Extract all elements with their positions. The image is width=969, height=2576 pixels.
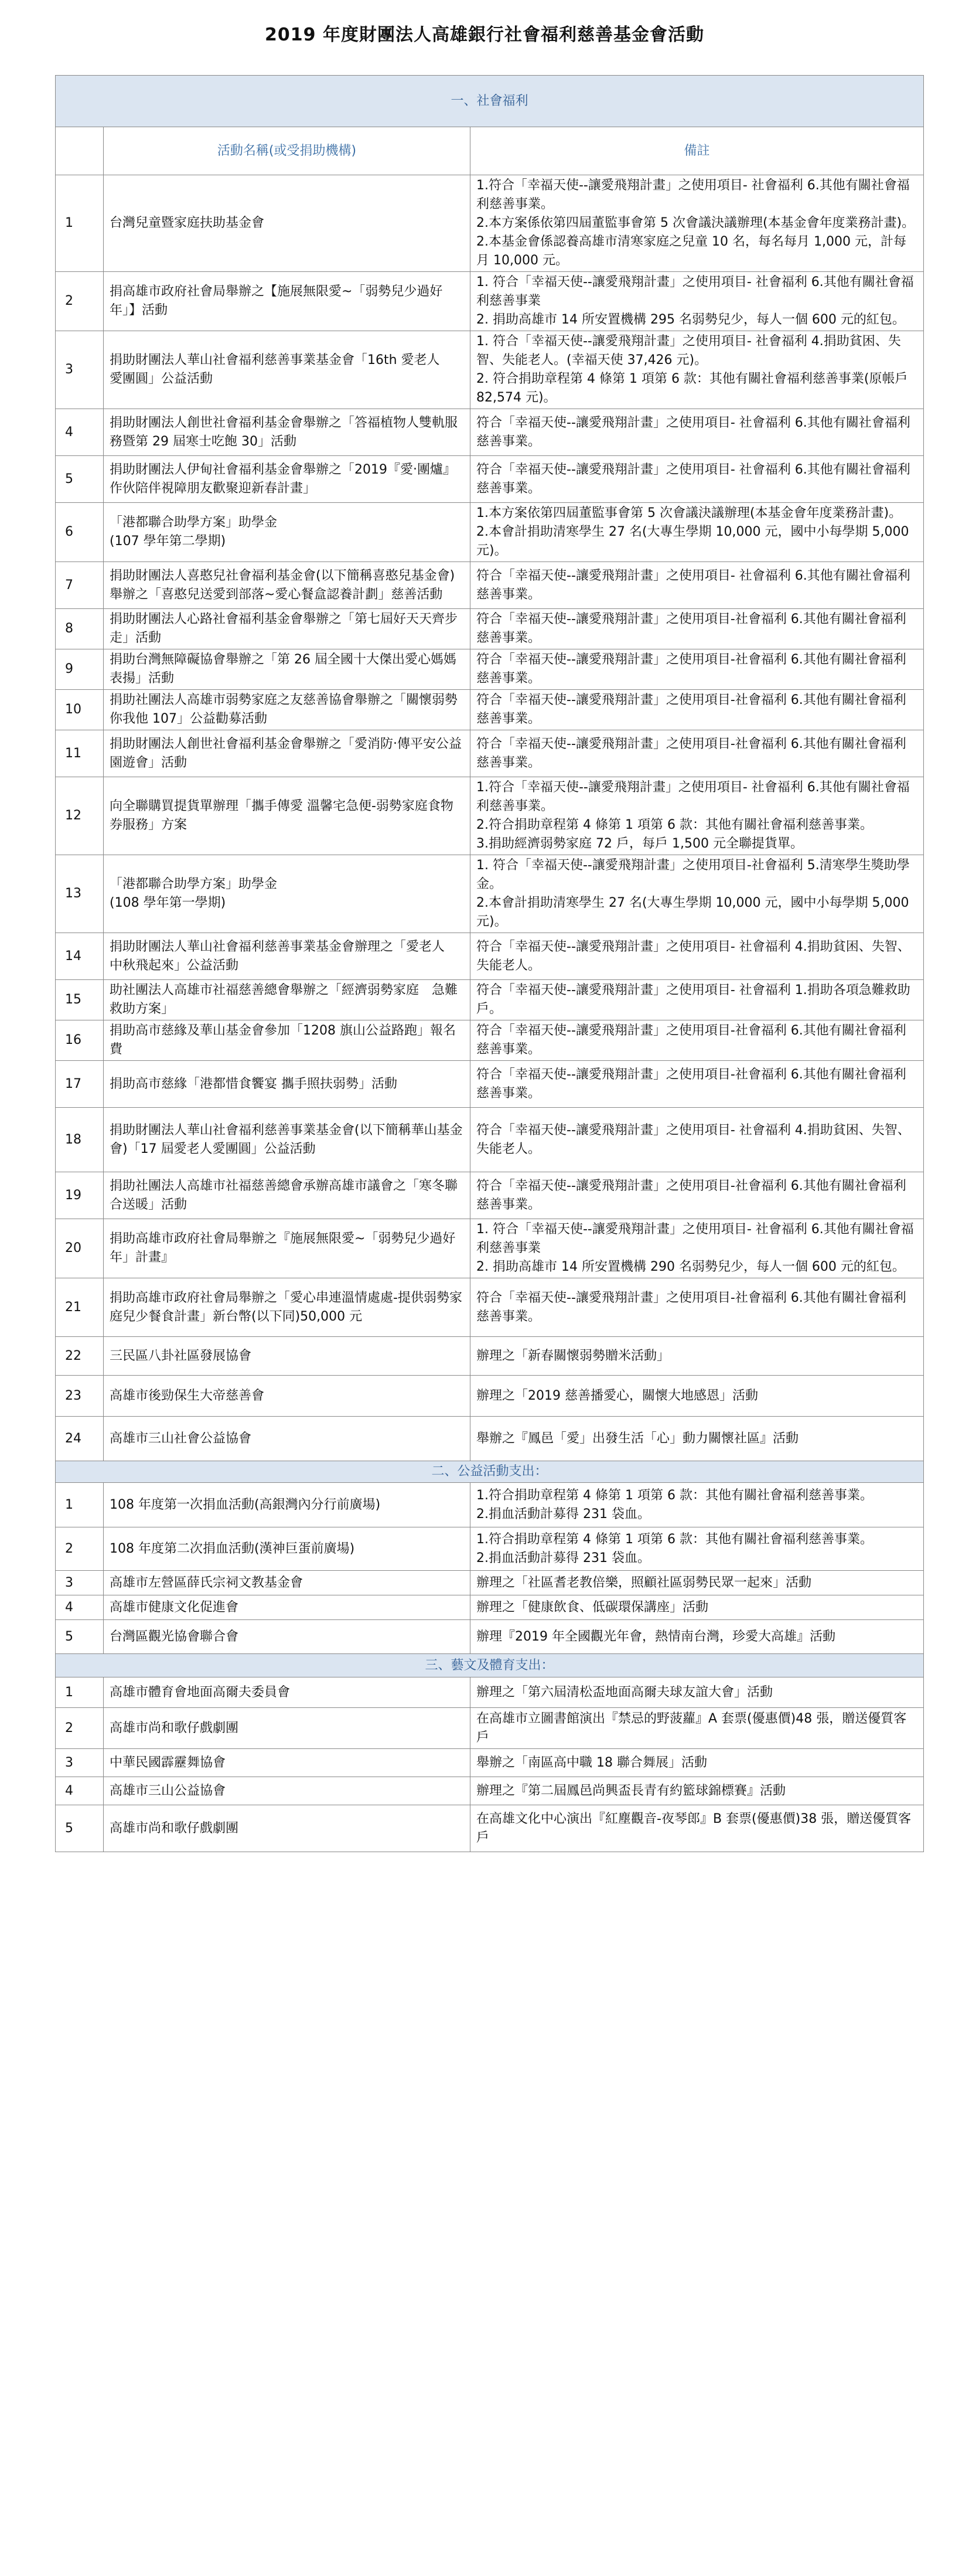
activity-name: 三民區八卦社區發展協會 (104, 1337, 470, 1376)
activity-note (470, 1108, 924, 1172)
table-row (56, 730, 924, 777)
row-number: 8 (56, 609, 104, 649)
activity-name: 台灣區觀光協會聯合會 (104, 1620, 470, 1654)
row-number: 1 (56, 175, 104, 272)
row-number: 10 (56, 690, 104, 730)
number-column-header (56, 127, 104, 175)
activity-note (470, 1620, 924, 1654)
activity-note (470, 1417, 924, 1461)
table-row (56, 1020, 924, 1061)
activity-note (470, 1172, 924, 1219)
table-row (56, 855, 924, 933)
activity-name: 捐助財團法人華山社會福利慈善事業基金會(以下簡稱華山基金會)「17 屆愛老人愛團圓」公益活動 (104, 1108, 470, 1172)
row-number: 20 (56, 1219, 104, 1278)
note-line: 2.本基金會係認養高雄市清寒家庭之兒童 10 名，每名每月 1,000 元，計每月 10,000 元。 (476, 234, 906, 268)
activity-name: 向全聯購買提貨單辦理「攜手傳愛 溫馨宅急便-弱勢家庭食物券服務」方案 (104, 777, 470, 855)
note-line: 辦理『2019 年全國觀光年會，熱情南台灣，珍愛大高雄』活動 (476, 1629, 835, 1644)
table-row (56, 562, 924, 609)
table-row (56, 1061, 924, 1108)
activity-name: 捐助台灣無障礙協會舉辦之「第 26 屆全國十大傑出愛心媽媽表揚」活動 (104, 649, 470, 690)
table-row (56, 409, 924, 456)
activity-name: 高雄市三山公益協會 (104, 1777, 470, 1805)
row-number: 16 (56, 1020, 104, 1061)
note-line: 辦理之「健康飲食、低碳環保講座」活動 (476, 1600, 709, 1615)
row-number: 14 (56, 933, 104, 980)
note-line: 1.符合捐助章程第 4 條第 1 項第 6 款：其他有關社會福利慈善事業。 (476, 1488, 873, 1503)
activity-note (470, 730, 924, 777)
note-line: 在高雄市立圖書館演出『禁忌的野菠蘿』A 套票(優惠價)48 張，贈送優質客戶 (476, 1711, 907, 1745)
activity-name: 中華民國霹靂舞協會 (104, 1749, 470, 1777)
note-line: 符合「幸福天使--讓愛飛翔計畫」之使用項目- 社會福利 1.捐助各項急難救助戶。 (476, 983, 910, 1016)
note-line: 1. 符合「幸福天使--讓愛飛翔計畫」之使用項目- 社會福利 6.其他有關社會福利慈善事業 (476, 275, 914, 308)
table-row (56, 1708, 924, 1749)
activity-name: 捐助財團法人創世社會福利基金會舉辦之「答福植物人雙軌服務暨第 29 屆寒士吃飽 30」活動 (104, 409, 470, 456)
activity-note (470, 855, 924, 933)
activity-name: 108 年度第一次捐血活動(高銀灣內分行前廣場) (104, 1483, 470, 1527)
activity-name: 台灣兒童暨家庭扶助基金會 (104, 175, 470, 272)
note-line: 符合「幸福天使--讓愛飛翔計畫」之使用項目-社會福利 6.其他有關社會福利慈善事業。 (476, 1067, 906, 1101)
activity-note (470, 562, 924, 609)
activity-note (470, 690, 924, 730)
activity-note (470, 649, 924, 690)
activity-note (470, 1749, 924, 1777)
activity-name: 高雄市後勁保生大帝慈善會 (104, 1376, 470, 1417)
activity-name: 高雄市健康文化促進會 (104, 1595, 470, 1620)
note-line: 1.本方案依第四屆董監事會第 5 次會議決議辦理(本基金會年度業務計畫)。 (476, 506, 902, 520)
note-line: 辦理之『第二屆鳳邑尚興盃長青有約籃球錦標賽』活動 (476, 1783, 786, 1798)
note-line: 符合「幸福天使--讓愛飛翔計畫」之使用項目- 社會福利 6.其他有關社會福利慈善事業。 (476, 415, 910, 449)
note-line: 辦理之「2019 慈善播愛心，關懷大地感恩」活動 (476, 1388, 758, 1403)
activity-note (470, 1677, 924, 1708)
row-number: 4 (56, 1777, 104, 1805)
note-line: 辦理之「社區耆老教倍樂，照顧社區弱勢民眾一起來」活動 (476, 1575, 812, 1590)
note-line: 符合「幸福天使--讓愛飛翔計畫」之使用項目-社會福利 6.其他有關社會福利慈善事業。 (476, 693, 906, 726)
section-header-row (56, 76, 924, 127)
page-title: 2019 年度財團法人高雄銀行社會福利慈善基金會活動 (265, 25, 704, 45)
activity-note (470, 1483, 924, 1527)
note-line: 符合「幸福天使--讓愛飛翔計畫」之使用項目- 社會福利 4.捐助貧困、失智、失能老人。 (476, 939, 910, 973)
note-line: 2.本會計捐助清寒學生 27 名(大專生學期 10,000 元，國中小每學期 5,000 元)。 (476, 896, 909, 929)
activity-table-body (56, 76, 924, 1852)
table-row (56, 1337, 924, 1376)
row-number: 7 (56, 562, 104, 609)
note-line: 2.捐血活動計募得 231 袋血。 (476, 1550, 650, 1566)
row-number: 2 (56, 1708, 104, 1749)
section-label: 二、公益活動支出： (56, 1461, 924, 1483)
activity-note (470, 456, 924, 503)
activity-name: 捐助高市慈緣「港都惜食饗宴 攜手照扶弱勢」活動 (104, 1061, 470, 1108)
row-number: 3 (56, 331, 104, 409)
activity-name (104, 503, 470, 562)
activity-name: 高雄市尚和歌仔戲劇團 (104, 1805, 470, 1852)
activity-name-line: (108 學年第一學期) (110, 896, 226, 910)
section-label: 一、社會福利 (56, 76, 924, 127)
activity-name: 高雄市三山社會公益協會 (104, 1417, 470, 1461)
activity-note (470, 1278, 924, 1337)
table-row (56, 1527, 924, 1571)
table-row (56, 1805, 924, 1852)
activity-note (470, 1020, 924, 1061)
row-number: 3 (56, 1749, 104, 1777)
table-row (56, 503, 924, 562)
note-line: 2. 捐助高雄市 14 所安置機構 295 名弱勢兒少，每人一個 600 元的紅包。 (476, 312, 905, 327)
table-row (56, 1677, 924, 1708)
note-line: 2.符合捐助章程第 4 條第 1 項第 6 款：其他有關社會福利慈善事業。 (476, 818, 873, 832)
row-number: 22 (56, 1337, 104, 1376)
activity-note (470, 175, 924, 272)
table-row (56, 1483, 924, 1527)
table-row (56, 272, 924, 331)
activity-note (470, 409, 924, 456)
activity-name: 高雄市體育會地面高爾夫委員會 (104, 1677, 470, 1708)
activity-note (470, 1708, 924, 1749)
note-line: 1. 符合「幸福天使--讓愛飛翔計畫」之使用項目- 社會福利 6.其他有關社會福利慈善事業 (476, 1222, 914, 1255)
note-line: 符合「幸福天使--讓愛飛翔計畫」之使用項目-社會福利 6.其他有關社會福利慈善事業。 (476, 612, 906, 645)
section-header-row (56, 1654, 924, 1677)
name-column-header: 活動名稱(或受捐助機構) (104, 127, 470, 175)
activity-name: 捐助高雄市政府社會局舉辦之「愛心串連溫情處處-提供弱勢家庭兒少餐食計畫」新台幣(以下同)50,000 元 (104, 1278, 470, 1337)
note-line: 符合「幸福天使--讓愛飛翔計畫」之使用項目-社會福利 6.其他有關社會福利慈善事業。 (476, 652, 906, 686)
table-row (56, 1595, 924, 1620)
table-row (56, 690, 924, 730)
note-line: 1.符合「幸福天使--讓愛飛翔計畫」之使用項目- 社會福利 6.其他有關社會福利慈善事業。 (476, 780, 910, 814)
note-line: 1.符合捐助章程第 4 條第 1 項第 6 款：其他有關社會福利慈善事業。 (476, 1532, 873, 1547)
row-number: 3 (56, 1571, 104, 1595)
note-line: 1. 符合「幸福天使--讓愛飛翔計畫」之使用項目- 社會福利 4.捐助貧困、失智、失能老人。(幸福天使 37,426 元)。 (476, 334, 901, 367)
row-number: 1 (56, 1483, 104, 1527)
note-line: 2.本會計捐助清寒學生 27 名(大專生學期 10,000 元，國中小每學期 5,000 元)。 (476, 525, 909, 558)
note-line: 符合「幸福天使--讓愛飛翔計畫」之使用項目-社會福利 6.其他有關社會福利慈善事業。 (476, 1290, 906, 1324)
activity-note (470, 503, 924, 562)
note-line: 2.捐血活動計募得 231 袋血。 (476, 1506, 650, 1522)
row-number: 19 (56, 1172, 104, 1219)
row-number: 11 (56, 730, 104, 777)
activity-name: 捐助財團法人伊甸社會福利基金會舉辦之「2019『愛‧團爐』作伙陪伴視障朋友歡聚迎新春計畫」 (104, 456, 470, 503)
note-line: 符合「幸福天使--讓愛飛翔計畫」之使用項目-社會福利 6.其他有關社會福利慈善事業。 (476, 1178, 906, 1212)
activity-name: 捐助財團法人心路社會福利基金會舉辦之「第七屆好天天齊步走」活動 (104, 609, 470, 649)
row-number: 4 (56, 1595, 104, 1620)
row-number: 5 (56, 1805, 104, 1852)
table-row (56, 1777, 924, 1805)
activity-name-line: 「港都聯合助學方案」助學金 (110, 515, 278, 530)
table-row (56, 1376, 924, 1417)
note-line: 舉辦之「南區高中職 18 聯合舞展」活動 (476, 1755, 707, 1770)
activity-name: 捐助財團法人喜憨兒社會福利基金會(以下簡稱喜憨兒基金會)舉辦之「喜憨兒送愛到部落~愛心餐盒認養計劃」慈善活動 (104, 562, 470, 609)
activity-note (470, 1061, 924, 1108)
row-number: 24 (56, 1417, 104, 1461)
note-line: 2. 捐助高雄市 14 所安置機構 290 名弱勢兒少，每人一個 600 元的紅包。 (476, 1260, 905, 1274)
table-row (56, 456, 924, 503)
section-header-row (56, 1461, 924, 1483)
table-row (56, 777, 924, 855)
activity-note (470, 1219, 924, 1278)
table-row (56, 980, 924, 1020)
activity-note (470, 331, 924, 409)
note-column-header: 備註 (470, 127, 924, 175)
note-line: 1.符合「幸福天使--讓愛飛翔計畫」之使用項目- 社會福利 6.其他有關社會福利慈善事業。 (476, 178, 910, 212)
row-number: 9 (56, 649, 104, 690)
table-row (56, 1417, 924, 1461)
activity-name: 捐助社團法人高雄市社福慈善總會承辦高雄市議會之「寒冬聯合送暖」活動 (104, 1172, 470, 1219)
activity-note (470, 980, 924, 1020)
note-line: 在高雄文化中心演出『紅塵觀音-夜琴郎』B 套票(優惠價)38 張，贈送優質客戶 (476, 1811, 912, 1845)
row-number: 12 (56, 777, 104, 855)
activity-name: 高雄市左營區薛氏宗祠文教基金會 (104, 1571, 470, 1595)
note-line: 辦理之「第六屆清松盃地面高爾夫球友誼大會」活動 (476, 1685, 773, 1700)
activity-name: 捐助財團法人華山社會福利慈善事業基金會「16th 愛老人 愛團圓」公益活動 (104, 331, 470, 409)
row-number: 1 (56, 1677, 104, 1708)
note-line: 符合「幸福天使--讓愛飛翔計畫」之使用項目-社會福利 6.其他有關社會福利慈善事業。 (476, 1023, 906, 1057)
table-row (56, 1108, 924, 1172)
activity-note (470, 1376, 924, 1417)
activity-note (470, 777, 924, 855)
row-number: 15 (56, 980, 104, 1020)
note-line: 2. 符合捐助章程第 4 條第 1 項第 6 款：其他有關社會福利慈善事業(原帳戶 82,574 元)。 (476, 372, 908, 405)
table-row (56, 1620, 924, 1654)
activity-name-line: 「港都聯合助學方案」助學金 (110, 877, 278, 891)
activity-note (470, 1777, 924, 1805)
table-row (56, 649, 924, 690)
note-line: 1. 符合「幸福天使--讓愛飛翔計畫」之使用項目-社會福利 5.清寒學生獎助學金。 (476, 858, 910, 891)
activity-name: 助社團法人高雄市社福慈善總會舉辦之「經濟弱勢家庭 急難救助方案」 (104, 980, 470, 1020)
row-number: 4 (56, 409, 104, 456)
activity-note (470, 1571, 924, 1595)
note-line: 3.捐助經濟弱勢家庭 72 戶，每戶 1,500 元全聯提貨單。 (476, 836, 803, 851)
activity-name (104, 855, 470, 933)
row-number: 13 (56, 855, 104, 933)
table-row (56, 175, 924, 272)
table-row (56, 1749, 924, 1777)
activity-note (470, 272, 924, 331)
table-row (56, 1172, 924, 1219)
activity-name: 108 年度第二次捐血活動(漢神巨蛋前廣場) (104, 1527, 470, 1571)
activity-note (470, 609, 924, 649)
activity-note (470, 933, 924, 980)
activity-name-line: (107 學年第二學期) (110, 534, 226, 549)
activity-note (470, 1805, 924, 1852)
table-row (56, 1278, 924, 1337)
table-row (56, 331, 924, 409)
note-line: 2.本方案係依第四屆董監事會第 5 次會議決議辦理(本基金會年度業務計畫)。 (476, 216, 915, 230)
note-line: 符合「幸福天使--讓愛飛翔計畫」之使用項目- 社會福利 6.其他有關社會福利慈善事業。 (476, 462, 910, 496)
note-line: 符合「幸福天使--讓愛飛翔計畫」之使用項目- 社會福利 4.捐助貧困、失智、失能老人。 (476, 1122, 910, 1156)
row-number: 5 (56, 1620, 104, 1654)
note-line: 符合「幸福天使--讓愛飛翔計畫」之使用項目-社會福利 6.其他有關社會福利慈善事業。 (476, 736, 906, 770)
activity-note (470, 1337, 924, 1376)
table-row (56, 1571, 924, 1595)
activity-name: 捐助財團法人創世社會福利基金會舉辦之「愛消防‧傳平安公益園遊會」活動 (104, 730, 470, 777)
activity-table (55, 75, 924, 1852)
row-number: 6 (56, 503, 104, 562)
table-row (56, 1219, 924, 1278)
column-header-row (56, 127, 924, 175)
row-number: 18 (56, 1108, 104, 1172)
table-row (56, 609, 924, 649)
table-row (56, 933, 924, 980)
row-number: 2 (56, 1527, 104, 1571)
activity-note (470, 1595, 924, 1620)
row-number: 2 (56, 272, 104, 331)
note-line: 辦理之「新春關懷弱勢贈米活動」 (476, 1348, 670, 1363)
note-line: 符合「幸福天使--讓愛飛翔計畫」之使用項目- 社會福利 6.其他有關社會福利慈善事業。 (476, 568, 910, 602)
row-number: 5 (56, 456, 104, 503)
note-line: 舉辦之『鳳邑「愛」出發生活「心」動力關懷社區』活動 (476, 1431, 799, 1446)
activity-name: 捐助財團法人華山社會福利慈善事業基金會辦理之「愛老人 中秋飛起來」公益活動 (104, 933, 470, 980)
row-number: 23 (56, 1376, 104, 1417)
activity-name: 高雄市尚和歌仔戲劇團 (104, 1708, 470, 1749)
activity-name: 捐助高市慈緣及華山基金會參加「1208 旗山公益路跑」報名費 (104, 1020, 470, 1061)
row-number: 21 (56, 1278, 104, 1337)
activity-name: 捐助高雄市政府社會局舉辦之『施展無限愛~「弱勢兒少過好年」計畫』 (104, 1219, 470, 1278)
section-label: 三、藝文及體育支出： (56, 1654, 924, 1677)
activity-name: 捐高雄市政府社會局舉辦之【施展無限愛~「弱勢兒少過好年」】活動 (104, 272, 470, 331)
activity-name: 捐助社團法人高雄市弱勢家庭之友慈善協會舉辦之「關懷弱勢你我他 107」公益勸募活動 (104, 690, 470, 730)
row-number: 17 (56, 1061, 104, 1108)
activity-note (470, 1527, 924, 1571)
